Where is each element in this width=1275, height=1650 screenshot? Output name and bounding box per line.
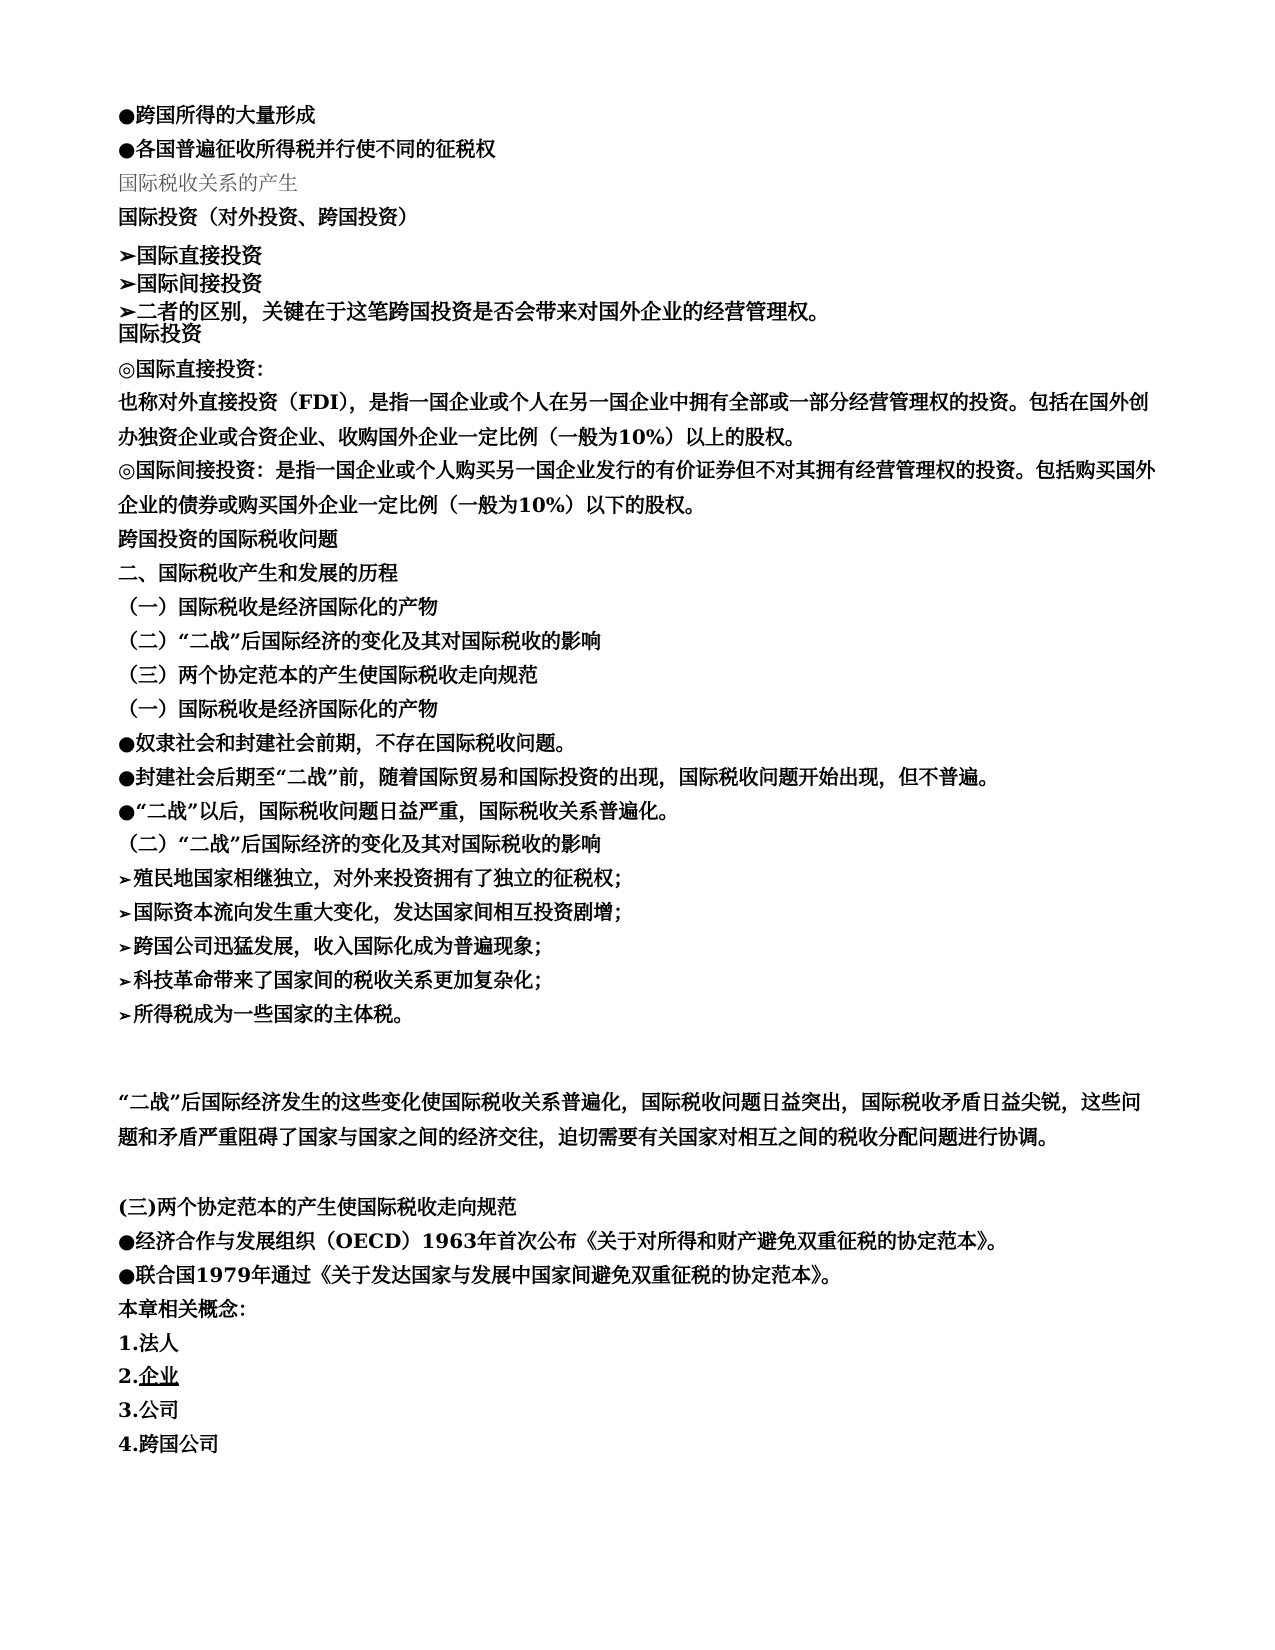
arrow-bullet-text: 国际间接投资	[136, 271, 263, 296]
arrow-bullet-text: 科技革命带来了国家间的税收关系更加复杂化；	[133, 968, 554, 992]
text-line: （一）国际税收是经济国际化的产物	[118, 697, 438, 721]
arrow-bullet-text: 国际资本流向发生重大变化，发达国家间相互投资剧增；	[133, 900, 634, 924]
concept-item	[118, 1330, 179, 1356]
bullet-line: ●跨国所得的大量形成	[118, 103, 316, 127]
text-line: 二、国际税收产生和发展的历程	[118, 561, 398, 585]
text-line: 跨国投资的国际税收问题	[118, 527, 338, 551]
bullet-line: ●奴隶社会和封建社会前期，不存在国际税收问题。	[118, 731, 576, 755]
text-line: 本章相关概念：	[118, 1297, 258, 1321]
arrow-icon: ➢	[118, 299, 137, 325]
concept-number: 2.	[118, 1364, 139, 1388]
bullet-line: ●封建社会后期至“二战”前，随着国际贸易和国际投资的出现，国际税收问题开始出现，但不普遍。	[118, 765, 999, 789]
concept-number: 3.	[118, 1398, 139, 1422]
section-heading: 国际税收关系的产生	[118, 171, 298, 195]
arrow-bullet-line	[118, 933, 553, 961]
concept-label: 企业	[138, 1364, 179, 1388]
concept-label: 跨国公司	[138, 1432, 219, 1456]
paragraph: 也称对外直接投资（FDI），是指一国企业或个人在另一国企业中拥有全部或一部分经营管理权的投资。包括在国外创办独资企业或合资企业、收购国外企业一定比例（一般为10%）以上的股权。	[118, 390, 1149, 449]
arrow-bullet-line	[118, 299, 829, 325]
arrow-bullet-line	[118, 899, 633, 927]
arrow-icon: ➢	[118, 243, 137, 269]
text-line: 国际投资（对外投资、跨国投资）	[118, 205, 418, 229]
arrow-icon: ➢	[118, 904, 132, 923]
bullet-line: ●联合国1979年通过《关于发达国家与发展中国家间避免双重征税的协定范本》。	[118, 1263, 842, 1287]
text-line: ◎国际直接投资：	[118, 357, 276, 381]
arrow-bullet-line	[118, 967, 553, 995]
bullet-line: ●各国普遍征收所得税并行使不同的征税权	[118, 137, 496, 161]
arrow-icon: ➢	[118, 938, 132, 957]
arrow-icon: ➢	[118, 972, 132, 991]
concept-number: 4.	[118, 1432, 139, 1456]
arrow-bullet-line	[118, 243, 262, 269]
bullet-line: ●经济合作与发展组织（OECD）1963年首次公布《关于对所得和财产避免双重征税的协定范本》。	[118, 1229, 1008, 1253]
concept-number: 1.	[118, 1331, 139, 1355]
arrow-bullet-text: 国际直接投资	[136, 243, 263, 268]
arrow-icon: ➢	[118, 870, 132, 889]
concept-item	[118, 1431, 219, 1457]
arrow-bullet-text: 殖民地国家相继独立，对外来投资拥有了独立的征税权；	[133, 866, 634, 890]
arrow-bullet-text: 跨国公司迅猛发展，收入国际化成为普遍现象；	[133, 934, 554, 958]
paragraph: ◎国际间接投资：是指一国企业或个人购买另一国企业发行的有价证券但不对其拥有经营管理权的投资。包括购买国外企业的债券或购买国外企业一定比例（一般为10%）以下的股权。	[118, 458, 1156, 517]
section-heading: 国际投资	[118, 321, 202, 346]
concept-item	[118, 1363, 179, 1389]
paragraph: “二战”后国际经济发生的这些变化使国际税收关系普遍化，国际税收问题日益突出，国际税收矛盾日益尖锐，这些问题和矛盾严重阻碍了国家与国家之间的经济交往，迫切需要有关国家对相互之间的税收分配问题进行协调。	[118, 1090, 1142, 1149]
text-line: （二）“二战”后国际经济的变化及其对国际税收的影响	[118, 832, 602, 856]
text-line: （二）“二战”后国际经济的变化及其对国际税收的影响	[118, 629, 602, 653]
concept-label: 公司	[138, 1398, 179, 1422]
arrow-bullet-line	[118, 865, 633, 893]
text-line: （一）国际税收是经济国际化的产物	[118, 595, 438, 619]
arrow-bullet-line	[118, 271, 262, 297]
concept-item	[118, 1397, 179, 1423]
arrow-bullet-text: 二者的区别，关键在于这笔跨国投资是否会带来对国外企业的经营管理权。	[136, 299, 830, 324]
arrow-bullet-line	[118, 1001, 413, 1029]
text-line: （三）两个协定范本的产生使国际税收走向规范	[118, 663, 538, 687]
arrow-icon: ➢	[118, 271, 137, 297]
concept-label: 法人	[138, 1331, 179, 1355]
bullet-line: ●“二战”以后，国际税收问题日益严重，国际税收关系普遍化。	[118, 799, 679, 823]
text-line: (三)两个协定范本的产生使国际税收走向规范	[118, 1195, 517, 1219]
arrow-bullet-text: 所得税成为一些国家的主体税。	[133, 1002, 414, 1026]
arrow-icon: ➢	[118, 1006, 132, 1025]
